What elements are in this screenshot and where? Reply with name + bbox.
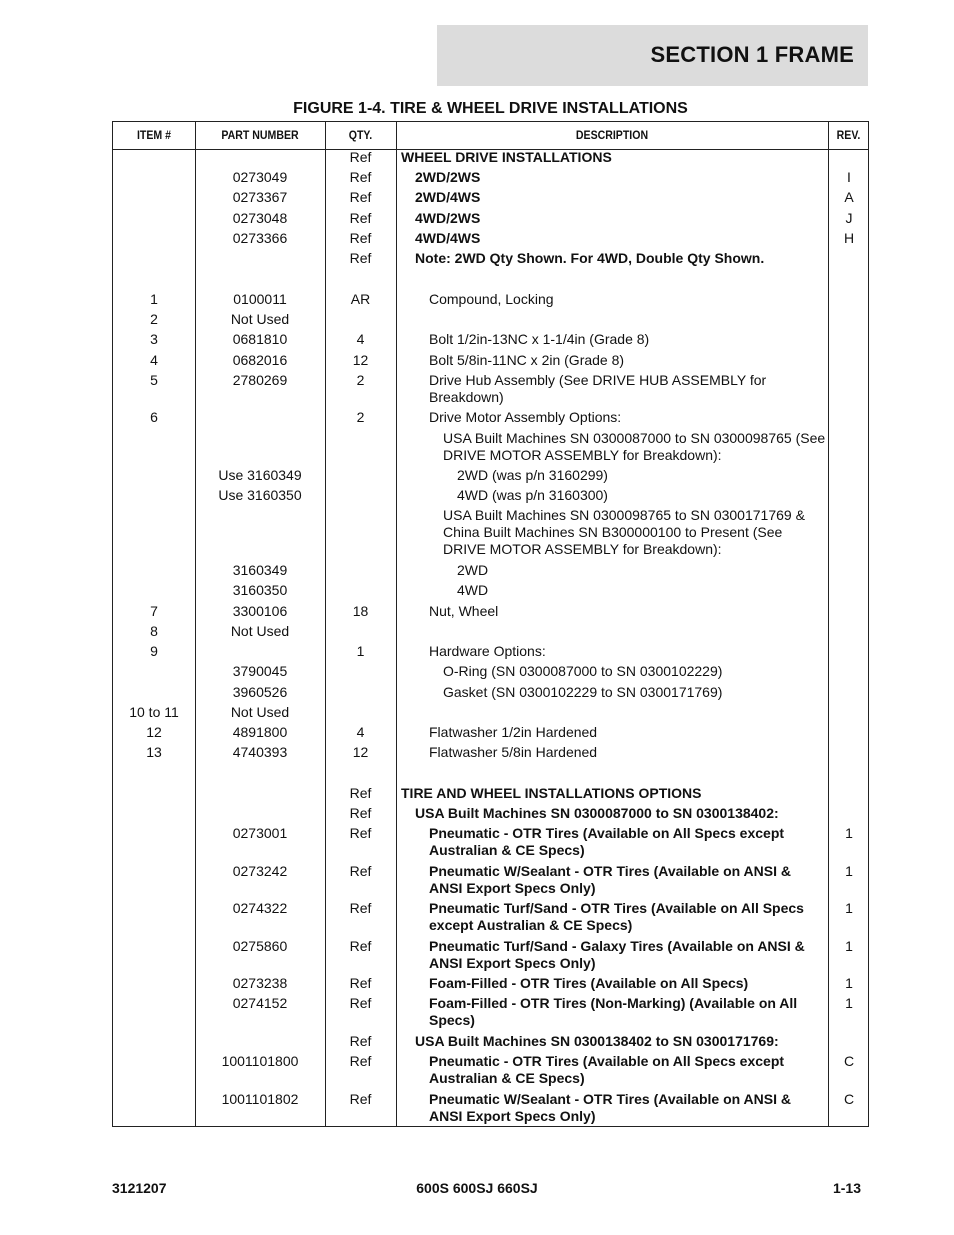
description-cell: Drive Hub Assembly (See DRIVE HUB ASSEMBLY for Breakdown) (429, 372, 767, 405)
rev-cell: 1 (845, 975, 853, 991)
qty-cell: 2 (356, 372, 365, 388)
qty-cell: Ref (349, 975, 372, 991)
description-cell: Hardware Options: (429, 643, 546, 659)
part-number-cell: 0273367 (232, 189, 288, 205)
header-rev: REV. (836, 128, 861, 142)
item-cell: 3 (150, 331, 158, 347)
description-cell: 2WD (457, 562, 489, 578)
description-cell: TIRE AND WHEEL INSTALLATIONS OPTIONS (401, 785, 702, 801)
qty-cell: Ref (349, 1033, 372, 1049)
rev-cell: 1 (845, 938, 853, 954)
description-cell: Flatwasher 5/8in Hardened (429, 744, 598, 760)
description-cell: Bolt 1/2in-13NC x 1-1/4in (Grade 8) (429, 331, 650, 347)
description-cell: Note: 2WD Qty Shown. For 4WD, Double Qty Shown. (415, 250, 765, 266)
qty-cell: Ref (349, 149, 372, 165)
description-cell: USA Built Machines SN 0300087000 to SN 0300138402: (415, 805, 779, 821)
header-qty: QTY. (348, 128, 373, 142)
item-cell: 1 (150, 291, 158, 307)
description-cell: Pneumatic W/Sealant - OTR Tires (Available on ANSI & ANSI Export Specs Only) (429, 863, 792, 896)
qty-cell: Ref (349, 825, 372, 841)
rev-cell: 1 (845, 995, 853, 1011)
column-divider (396, 122, 397, 1126)
description-cell: 2WD/2WS (415, 169, 481, 185)
qty-cell: Ref (349, 1053, 372, 1069)
part-number-cell: 3160350 (232, 582, 288, 598)
qty-cell: 4 (356, 331, 365, 347)
rev-cell: 1 (845, 825, 853, 841)
part-number-cell: 0274152 (232, 995, 288, 1011)
part-number-cell: 0682016 (232, 352, 288, 368)
description-cell: O-Ring (SN 0300087000 to SN 0300102229) (443, 663, 723, 679)
section-title: SECTION 1 FRAME (650, 42, 854, 67)
part-number-cell: 3160349 (232, 562, 288, 578)
item-cell: 12 (146, 724, 162, 740)
part-number-cell: 2780269 (232, 372, 288, 388)
part-number-cell: 1001101802 (221, 1091, 299, 1107)
part-number-cell: 3790045 (232, 663, 288, 679)
description-cell: Pneumatic Turf/Sand - OTR Tires (Available on All Specs except Australian & CE Specs) (429, 900, 804, 933)
qty-cell: Ref (349, 1091, 372, 1107)
qty-cell: Ref (349, 189, 372, 205)
footer-models: 600S 600SJ 660SJ (416, 1180, 538, 1196)
description-cell: USA Built Machines SN 0300098765 to SN 0300171769 & China Built Machines SN B300000100 to Present (See DRIVE MOTOR ASSEMBLY for Breakdown): (443, 507, 805, 557)
description-cell: 4WD/2WS (415, 210, 481, 226)
item-cell: 9 (150, 643, 158, 659)
description-cell: Foam-Filled - OTR Tires (Non-Marking) (Available on All Specs) (429, 995, 798, 1028)
description-cell: Nut, Wheel (429, 603, 499, 619)
description-cell: 2WD/4WS (415, 189, 481, 205)
header-item: ITEM # (136, 128, 172, 142)
part-number-cell: 0681810 (232, 331, 288, 347)
part-number-cell: 0100011 (233, 291, 287, 307)
description-cell: Pneumatic - OTR Tires (Available on All Specs except Australian & CE Specs) (429, 1053, 785, 1086)
section-header-box (437, 25, 868, 86)
item-cell: 10 to 11 (129, 704, 179, 720)
item-cell: 5 (150, 372, 158, 388)
rev-cell: 1 (845, 900, 853, 916)
description-cell: Foam-Filled - OTR Tires (Available on All Specs) (429, 975, 749, 991)
description-cell: Pneumatic Turf/Sand - Galaxy Tires (Available on ANSI & ANSI Export Specs Only) (429, 938, 805, 971)
qty-cell: 12 (352, 352, 369, 368)
header-part-number: PART NUMBER (221, 128, 299, 142)
qty-cell: Ref (349, 995, 372, 1011)
footer-doc-number: 3121207 (112, 1180, 167, 1196)
qty-cell: AR (350, 291, 371, 307)
part-number-cell: 0274322 (232, 900, 288, 916)
qty-cell: Ref (349, 785, 372, 801)
item-cell: 7 (150, 603, 158, 619)
description-cell: WHEEL DRIVE INSTALLATIONS (401, 149, 612, 165)
qty-cell: Ref (349, 230, 372, 246)
part-number-cell: Not Used (230, 704, 290, 720)
parts-table (112, 121, 869, 1127)
part-number-cell: 4891800 (232, 724, 288, 740)
qty-cell: 2 (356, 409, 365, 425)
part-number-cell: 0273242 (232, 863, 288, 879)
rev-cell: C (843, 1091, 855, 1107)
part-number-cell: 0273048 (232, 210, 288, 226)
qty-cell: Ref (349, 938, 372, 954)
rev-cell: C (843, 1053, 855, 1069)
item-cell: 6 (150, 409, 158, 425)
rev-cell: I (847, 169, 851, 185)
part-number-cell: 3960526 (232, 684, 288, 700)
part-number-cell: 0273238 (232, 975, 288, 991)
qty-cell: Ref (349, 900, 372, 916)
part-number-cell: 3300106 (232, 603, 288, 619)
description-cell: USA Built Machines SN 0300138402 to SN 0300171769: (415, 1033, 779, 1049)
rev-cell: H (843, 230, 855, 246)
part-number-cell: 0275860 (232, 938, 288, 954)
item-cell: 4 (150, 352, 158, 368)
part-number-cell: 0273049 (232, 169, 288, 185)
description-cell: Flatwasher 1/2in Hardened (429, 724, 598, 740)
part-number-cell: Not Used (230, 311, 290, 327)
part-number-cell: Not Used (230, 623, 290, 639)
qty-cell: 1 (356, 643, 365, 659)
item-cell: 13 (146, 744, 162, 760)
description-cell: Drive Motor Assembly Options: (429, 409, 622, 425)
rev-cell: J (845, 210, 853, 226)
footer-page-number: 1-13 (832, 1180, 861, 1196)
description-cell: Bolt 5/8in-11NC x 2in (Grade 8) (429, 352, 625, 368)
description-cell: 4WD (457, 582, 489, 598)
header-description: DESCRIPTION (575, 128, 649, 142)
rev-cell: A (844, 189, 854, 205)
qty-cell: 4 (356, 724, 365, 740)
description-cell: 2WD (was p/n 3160299) (457, 467, 608, 483)
qty-cell: 12 (352, 744, 369, 760)
qty-cell: 18 (352, 603, 369, 619)
qty-cell: Ref (349, 169, 372, 185)
description-cell: Pneumatic - OTR Tires (Available on All Specs except Australian & CE Specs) (429, 825, 785, 858)
item-cell: 2 (150, 311, 158, 327)
part-number-cell: 0273001 (232, 825, 288, 841)
description-cell: Gasket (SN 0300102229 to SN 0300171769) (443, 684, 723, 700)
part-number-cell: 1001101800 (221, 1053, 299, 1069)
qty-cell: Ref (349, 805, 372, 821)
part-number-cell: 4740393 (232, 744, 288, 760)
description-cell: Pneumatic W/Sealant - OTR Tires (Available on ANSI & ANSI Export Specs Only) (429, 1091, 792, 1124)
description-cell: 4WD (was p/n 3160300) (457, 487, 608, 503)
description-cell: 4WD/4WS (415, 230, 481, 246)
part-number-cell: 0273366 (232, 230, 288, 246)
description-cell: Compound, Locking (429, 291, 554, 307)
item-cell: 8 (150, 623, 158, 639)
part-number-cell: Use 3160349 (218, 467, 302, 483)
qty-cell: Ref (349, 250, 372, 266)
part-number-cell: Use 3160350 (218, 487, 302, 503)
description-cell: USA Built Machines SN 0300087000 to SN 0300098765 (See DRIVE MOTOR ASSEMBLY for Breakdown): (443, 430, 826, 463)
rev-cell: 1 (845, 863, 853, 879)
qty-cell: Ref (349, 210, 372, 226)
figure-title: FIGURE 1-4. TIRE & WHEEL DRIVE INSTALLATIONS (293, 100, 688, 117)
qty-cell: Ref (349, 863, 372, 879)
